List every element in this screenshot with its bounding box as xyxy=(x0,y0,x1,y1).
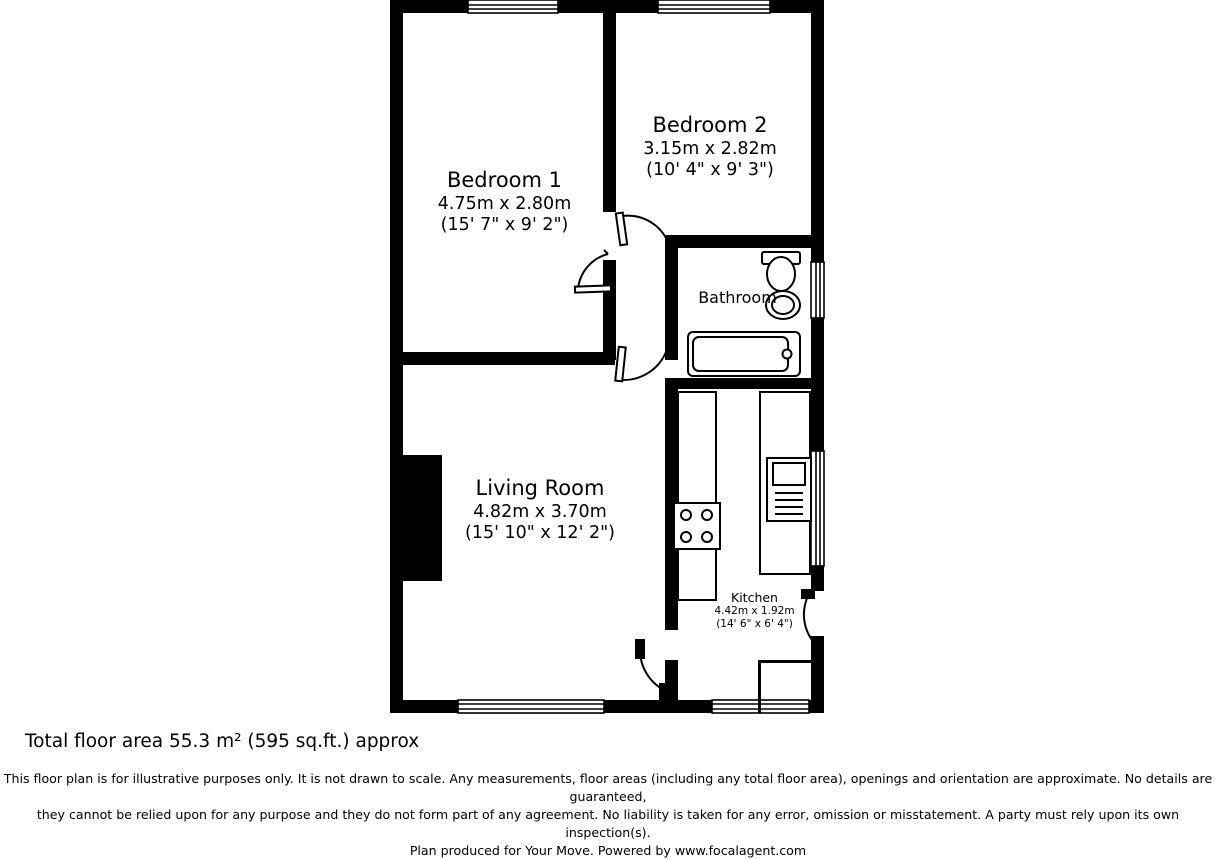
disclaimer-text xyxy=(0,770,1216,859)
bedroom-1-metric: 4.75m x 2.80m xyxy=(372,194,637,215)
disclaimer-line-3: Plan produced for Your Move. Powered by www.focalagent.com xyxy=(0,842,1216,859)
bedroom-1-imperial: (15' 7" x 9' 2") xyxy=(372,215,637,236)
total-floor-area: Total floor area 55.3 m² (595 sq.ft.) approx xyxy=(25,731,419,752)
bedroom-2-name: Bedroom 2 xyxy=(590,113,830,139)
window-top-left xyxy=(468,0,558,13)
living-room-metric: 4.82m x 3.70m xyxy=(405,502,675,523)
bathtub-fixture xyxy=(688,332,800,376)
door-bedroom-2 xyxy=(616,213,666,246)
window-bathroom-right xyxy=(811,262,824,318)
kitchen-fixtures xyxy=(674,392,811,600)
sink-fixture xyxy=(767,458,811,521)
kitchen-metric: 4.42m x 1.92m xyxy=(672,605,837,618)
living-room-name: Living Room xyxy=(405,476,675,502)
door-living-room xyxy=(636,640,670,702)
door-bathroom xyxy=(615,347,666,382)
chimney-breast xyxy=(400,455,442,581)
bedroom-1-name: Bedroom 1 xyxy=(372,168,637,194)
kitchen-name: Kitchen xyxy=(672,590,837,605)
door-kitchen xyxy=(802,590,814,640)
bedroom-2-metric: 3.15m x 2.82m xyxy=(590,139,830,160)
kitchen-imperial: (14' 6" x 6' 4") xyxy=(672,618,837,631)
disclaimer-line-2: they cannot be relied upon for any purpose and they do not form part of any agreement. No liability is taken for any error, omission or misstatement. A party must rely upon its own inspection(s). xyxy=(0,806,1216,842)
bathroom-fixtures xyxy=(688,252,800,376)
window-kitchen-right xyxy=(811,451,824,566)
window-bottom-left xyxy=(458,700,604,713)
toilet-fixture xyxy=(762,252,800,291)
window-top-right xyxy=(658,0,770,13)
bathroom-name: Bathroom xyxy=(650,288,825,308)
washbasin-fixture xyxy=(766,291,800,319)
living-room-imperial: (15' 10" x 12' 2") xyxy=(405,523,675,544)
bedroom-2-imperial: (10' 4" x 9' 3") xyxy=(590,160,830,181)
hob-fixture xyxy=(674,503,720,549)
disclaimer-line-1: This floor plan is for illustrative purposes only. It is not drawn to scale. Any measurements, floor areas (including any total floor area), openings and orientation are approximate. No details are guaranteed, xyxy=(0,770,1216,806)
